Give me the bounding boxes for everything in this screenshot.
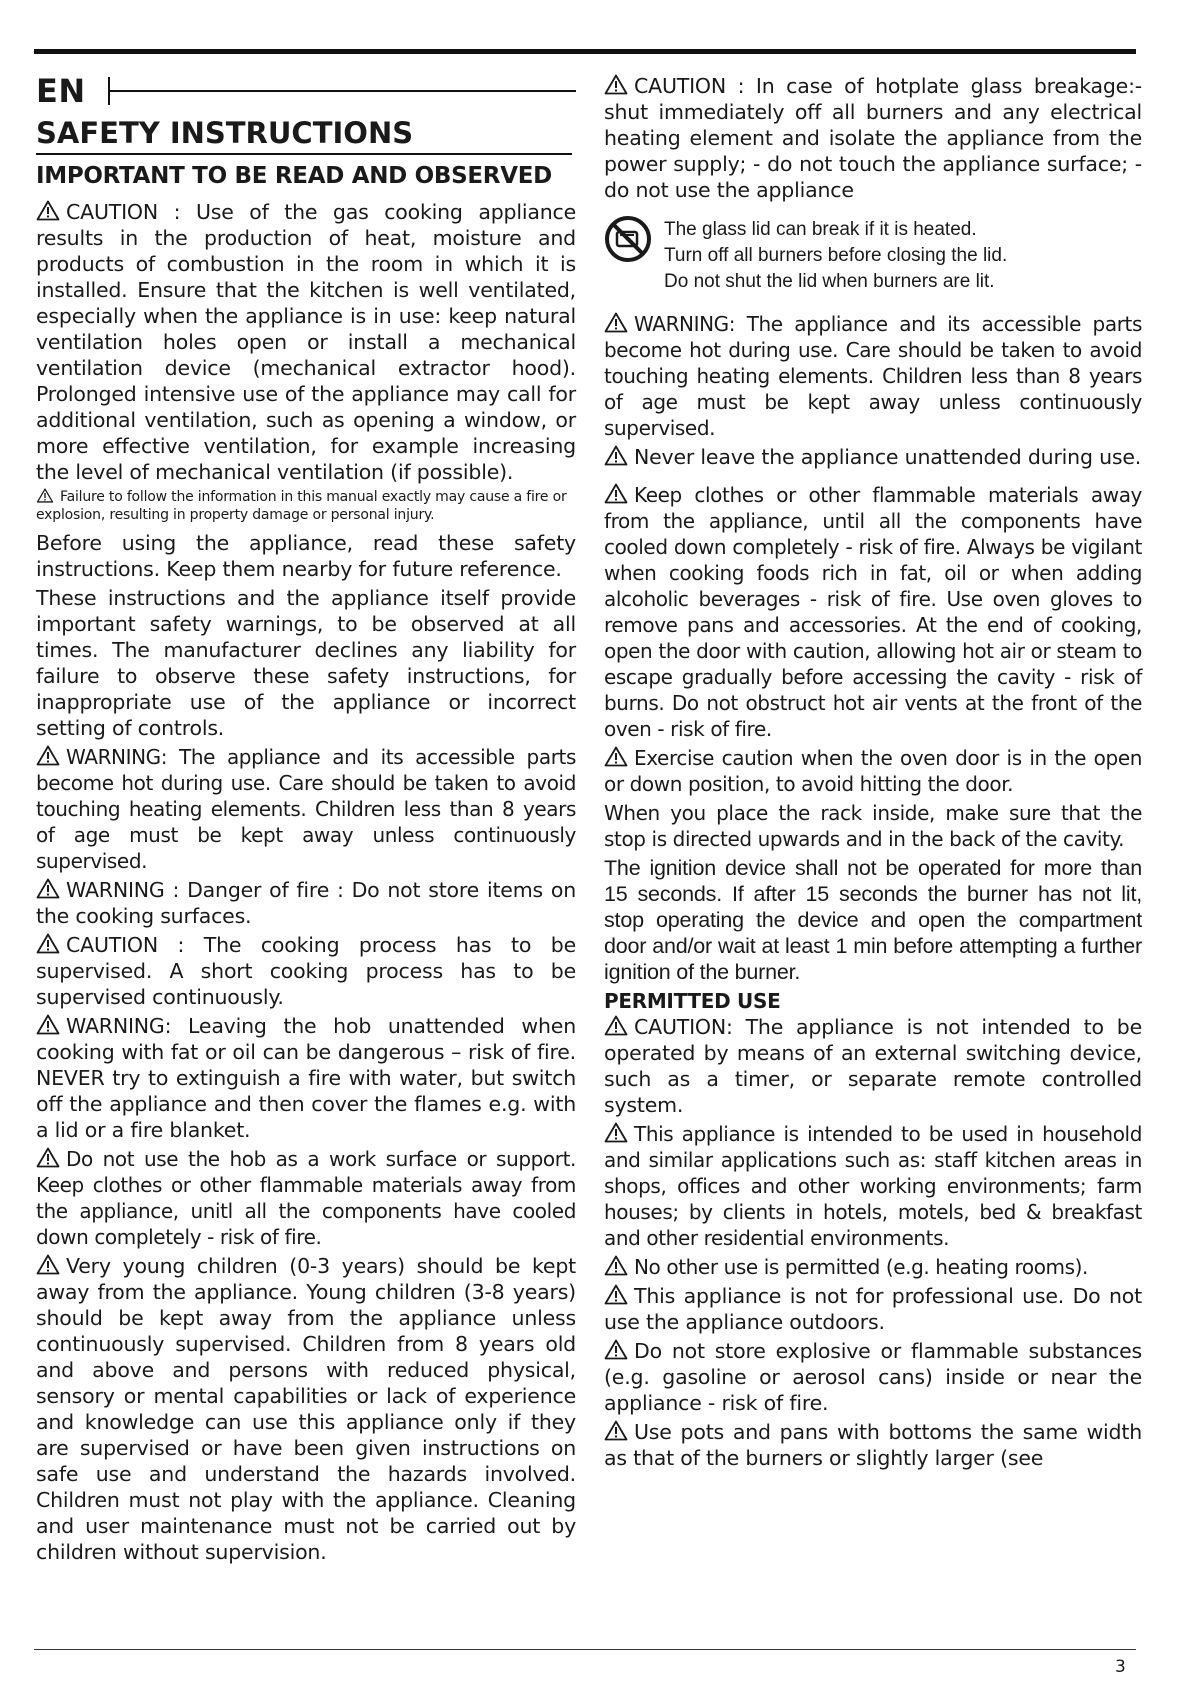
glass-lid-notice bbox=[604, 215, 1142, 295]
warning-triangle-icon bbox=[36, 488, 54, 503]
title-rule bbox=[36, 153, 572, 155]
paragraph: WARNING: The appliance and its accessible parts become hot during use. Care should be taken to avoid touching heating elements. Children less than 8 years of age must be kept away unless continuously supervised. bbox=[36, 745, 576, 873]
paragraph: No other use is permitted (e.g. heating rooms). bbox=[604, 1254, 1142, 1280]
language-code: EN bbox=[36, 72, 86, 110]
paragraph: Never leave the appliance unattended during use. bbox=[604, 444, 1142, 470]
warning-triangle-icon bbox=[604, 483, 628, 504]
warning-triangle-icon bbox=[604, 1015, 628, 1036]
paragraph: CAUTION : In case of hotplate glass breakage:- shut immediately off all burners and any electrical heating element and isolate the appliance from the power supply; - do not touch the appliance surface; -do not use the appliance bbox=[604, 74, 1142, 202]
notice-line: The glass lid can break if it is heated. bbox=[664, 219, 977, 240]
paragraph: These instructions and the appliance itself provide important safety warnings, to be observed at all times. The manufacturer declines any liability for failure to observe these safety instructions, for inappropriate use of the appliance or incorrect setting of controls. bbox=[36, 586, 576, 740]
paragraph: CAUTION: The appliance is not intended to be operated by means of an external switching device, such as a timer, or separate remote controlled system. bbox=[604, 1015, 1142, 1117]
warning-triangle-icon bbox=[604, 746, 628, 767]
warning-triangle-icon bbox=[36, 1254, 60, 1275]
language-line bbox=[110, 90, 576, 92]
paragraph: This appliance is not for professional use. Do not use the appliance outdoors. bbox=[604, 1284, 1142, 1334]
notice-line: Do not shut the lid when burners are lit. bbox=[664, 271, 995, 292]
warning-triangle-icon bbox=[36, 1014, 60, 1035]
right-column bbox=[604, 73, 1142, 1474]
paragraph: Before using the appliance, read these safety instructions. Keep them nearby for future reference. bbox=[36, 531, 576, 581]
paragraph: WARNING: The appliance and its accessible parts become hot during use. Care should be taken to avoid touching heating elements. Children less than 8 years of age must be kept away unless continuously supervised. bbox=[604, 312, 1142, 440]
language-row bbox=[36, 73, 576, 109]
paragraph: Use pots and pans with bottoms the same width as that of the burners or slightly larger (see bbox=[604, 1420, 1142, 1470]
warning-triangle-icon bbox=[36, 1147, 60, 1168]
paragraph: Keep clothes or other flammable materials away from the appliance, until all the components have cooled down completely - risk of fire. Always be vigilant when cooking foods rich in fat, oil or when adding alcoholic beverages - risk of fire. Use oven gloves to remove pans and accessories. At the end of cooking, open the door with caution, allowing hot air or steam to escape gradually before accessing the cavity - risk of burns. Do not obstruct hot air vents at the front of the oven - risk of fire. bbox=[604, 483, 1142, 741]
page-title: SAFETY INSTRUCTIONS bbox=[36, 116, 414, 150]
paragraph: Exercise caution when the oven door is in the open or down position, to avoid hitting the door. bbox=[604, 746, 1142, 796]
paragraph: This appliance is intended to be used in household and similar applications such as: staff kitchen areas in shops, offices and other working environments; farm houses; by clients in hotels, motels, bed & breakfast and other residential environments. bbox=[604, 1122, 1142, 1250]
paragraph: The ignition device shall not be operated for more than 15 seconds. If after 15 seconds the burner has not lit, stop operating the device and open the compartment door and/or wait at least 1 min before attempting a further ignition of the burner. bbox=[604, 856, 1142, 984]
warning-triangle-icon bbox=[36, 200, 60, 221]
notice-text bbox=[654, 215, 1007, 295]
page-subtitle: IMPORTANT TO BE READ AND OBSERVED bbox=[36, 163, 552, 189]
warning-triangle-icon bbox=[604, 445, 628, 466]
notice-line: Turn off all burners before closing the lid. bbox=[664, 245, 1008, 266]
paragraph: Very young children (0-3 years) should be kept away from the appliance. Young children (3-8 years) should be kept away from the appliance unless continuously supervised. Children from 8 years old and above and persons with reduced physical, sensory or mental capabilities or lack of experience and knowledge can use this appliance only if they are supervised or have been given instructions on safe use and understand the hazards involved. Children must not play with the appliance. Cleaning and user maintenance must not be carried out by children without supervision. bbox=[36, 1254, 576, 1564]
warning-triangle-icon bbox=[604, 1339, 628, 1360]
paragraph: CAUTION : Use of the gas cooking appliance results in the production of heat, moisture and products of combustion in the room in which it is installed. Ensure that the kitchen is well ventilated, especially when the appliance is in use: keep natural ventilation holes open or install a mechanical ventilation device (mechanical extractor hood). Prolonged intensive use of the appliance may call for additional ventilation, such as opening a window, or more effective ventilation, for example increasing the level of mechanical ventilation (if possible). bbox=[36, 200, 576, 484]
left-column bbox=[36, 73, 576, 1568]
paragraph: Failure to follow the information in this manual exactly may cause a fire or explosion, resulting in property damage or personal injury. bbox=[36, 489, 567, 523]
paragraph: Do not store explosive or flammable substances (e.g. gasoline or aerosol cans) inside or near the appliance - risk of fire. bbox=[604, 1339, 1142, 1415]
warning-triangle-icon bbox=[36, 878, 60, 899]
bottom-rule bbox=[34, 1649, 1136, 1650]
paragraph: Do not use the hob as a work surface or support. Keep clothes or other flammable materials away from the appliance, unitl all the components have cooled down completely - risk of fire. bbox=[36, 1147, 576, 1249]
warning-triangle-icon bbox=[604, 1255, 628, 1276]
page-number: 3 bbox=[1115, 1657, 1126, 1677]
warning-triangle-icon bbox=[604, 1284, 628, 1305]
paragraph: When you place the rack inside, make sure that the stop is directed upwards and in the back of the cavity. bbox=[604, 801, 1142, 851]
paragraph: WARNING : Danger of fire : Do not store items on the cooking surfaces. bbox=[36, 878, 576, 928]
warning-triangle-icon bbox=[604, 312, 628, 333]
top-rule bbox=[34, 49, 1136, 54]
warning-triangle-icon bbox=[604, 74, 628, 95]
warning-triangle-icon bbox=[604, 1420, 628, 1441]
paragraph: CAUTION : The cooking process has to be supervised. A short cooking process has to be supervised continuously. bbox=[36, 933, 576, 1009]
warning-triangle-icon bbox=[36, 745, 60, 766]
section-heading: PERMITTED USE bbox=[604, 989, 781, 1013]
paragraph: WARNING: Leaving the hob unattended when cooking with fat or oil can be dangerous – risk of fire. NEVER try to extinguish a fire with water, but switch off the appliance and then cover the flames e.g. with a lid or a fire blanket. bbox=[36, 1014, 576, 1142]
warning-triangle-icon bbox=[36, 933, 60, 954]
no-closing-lid-icon bbox=[604, 215, 654, 295]
warning-triangle-icon bbox=[604, 1122, 628, 1143]
